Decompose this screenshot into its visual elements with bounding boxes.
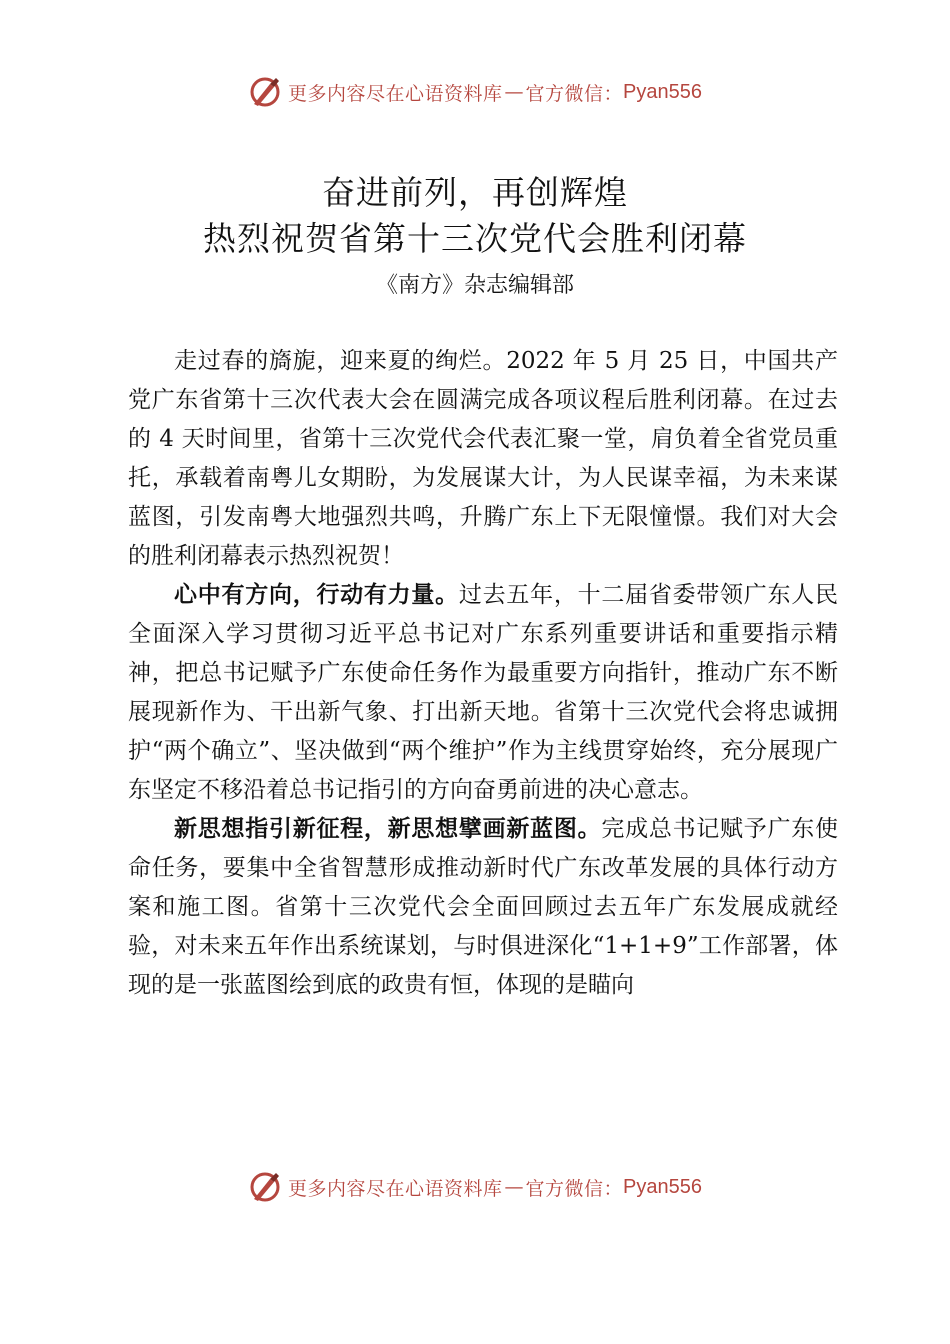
banner-text: 更多内容尽在心语资料库: [288, 82, 503, 105]
banner-dash: —: [504, 81, 524, 103]
banner-official: 官方微信：: [525, 1177, 624, 1200]
byline: 《南方》杂志编辑部: [375, 273, 574, 298]
page-title: 奋进前列，再创辉煌: [322, 173, 628, 212]
paragraph-text: 完成总书记赋予广东使命任务，要集中全省智慧形成推动新时代广东改革发展的具体行动方案和施工图。省第十三次党代会全面回顾过去五年广东发展成就经验，对未来五年作出系统谋划，与时俱进深化“1+1+9”工作部署，体现的是一张蓝图绘到底的政贵有恒，体现的是瞄向: [128, 816, 839, 998]
header-banner: [0, 72, 950, 112]
paragraph-text: 走过春的旖旎，迎来夏的绚烂。2022 年 5 月 25 日，中国共产党广东省第十三次代表大会在圆满完成各项议程后胜利闭幕。在过去的 4 天时间里，省第十三次党代会代表汇聚一堂，肩负着全省党员重托，承载着南粤儿女期盼，为发展谋大计，为人民谋幸福，为未来谋蓝图，引发南粤大地强烈共鸣，升腾广东上下无限憧憬。我们对大会的胜利闭幕表示热烈祝贺！: [128, 348, 838, 569]
banner-text: 更多内容尽在心语资料库: [288, 1177, 503, 1200]
title-block: [0, 170, 950, 306]
pen-logo-icon: [248, 1170, 282, 1204]
page-subtitle: 热烈祝贺省第十三次党代会胜利闭幕: [203, 219, 747, 258]
article-body: [128, 342, 838, 1005]
paragraph-lead: 新思想指引新征程，新思想擘画新蓝图。: [174, 816, 602, 842]
banner-wechat-id: Pyan556: [623, 80, 702, 103]
paragraph: [128, 576, 838, 810]
paragraph-text: 过去五年，十二届省委带领广东人民全面深入学习贯彻习近平总书记对广东系列重要讲话和重要指示精神，把总书记赋予广东使命任务作为最重要方向指针，推动广东不断展现新作为、干出新气象、打出新天地。省第十三次党代会将忠诚拥护“两个确立”、坚决做到“两个维护”作为主线贯穿始终，充分展现广东坚定不移沿着总书记指引的方向奋勇前进的决心意志。: [128, 582, 839, 803]
banner-dash: —: [504, 1176, 524, 1198]
banner-official: 官方微信：: [525, 82, 624, 105]
paragraph: [128, 342, 838, 576]
paragraph-lead: 心中有方向，行动有力量。: [174, 582, 459, 608]
pen-logo-icon: [248, 75, 282, 109]
footer-banner: [0, 1167, 950, 1207]
paragraph: [128, 810, 838, 1005]
banner-wechat-id: Pyan556: [623, 1175, 702, 1198]
